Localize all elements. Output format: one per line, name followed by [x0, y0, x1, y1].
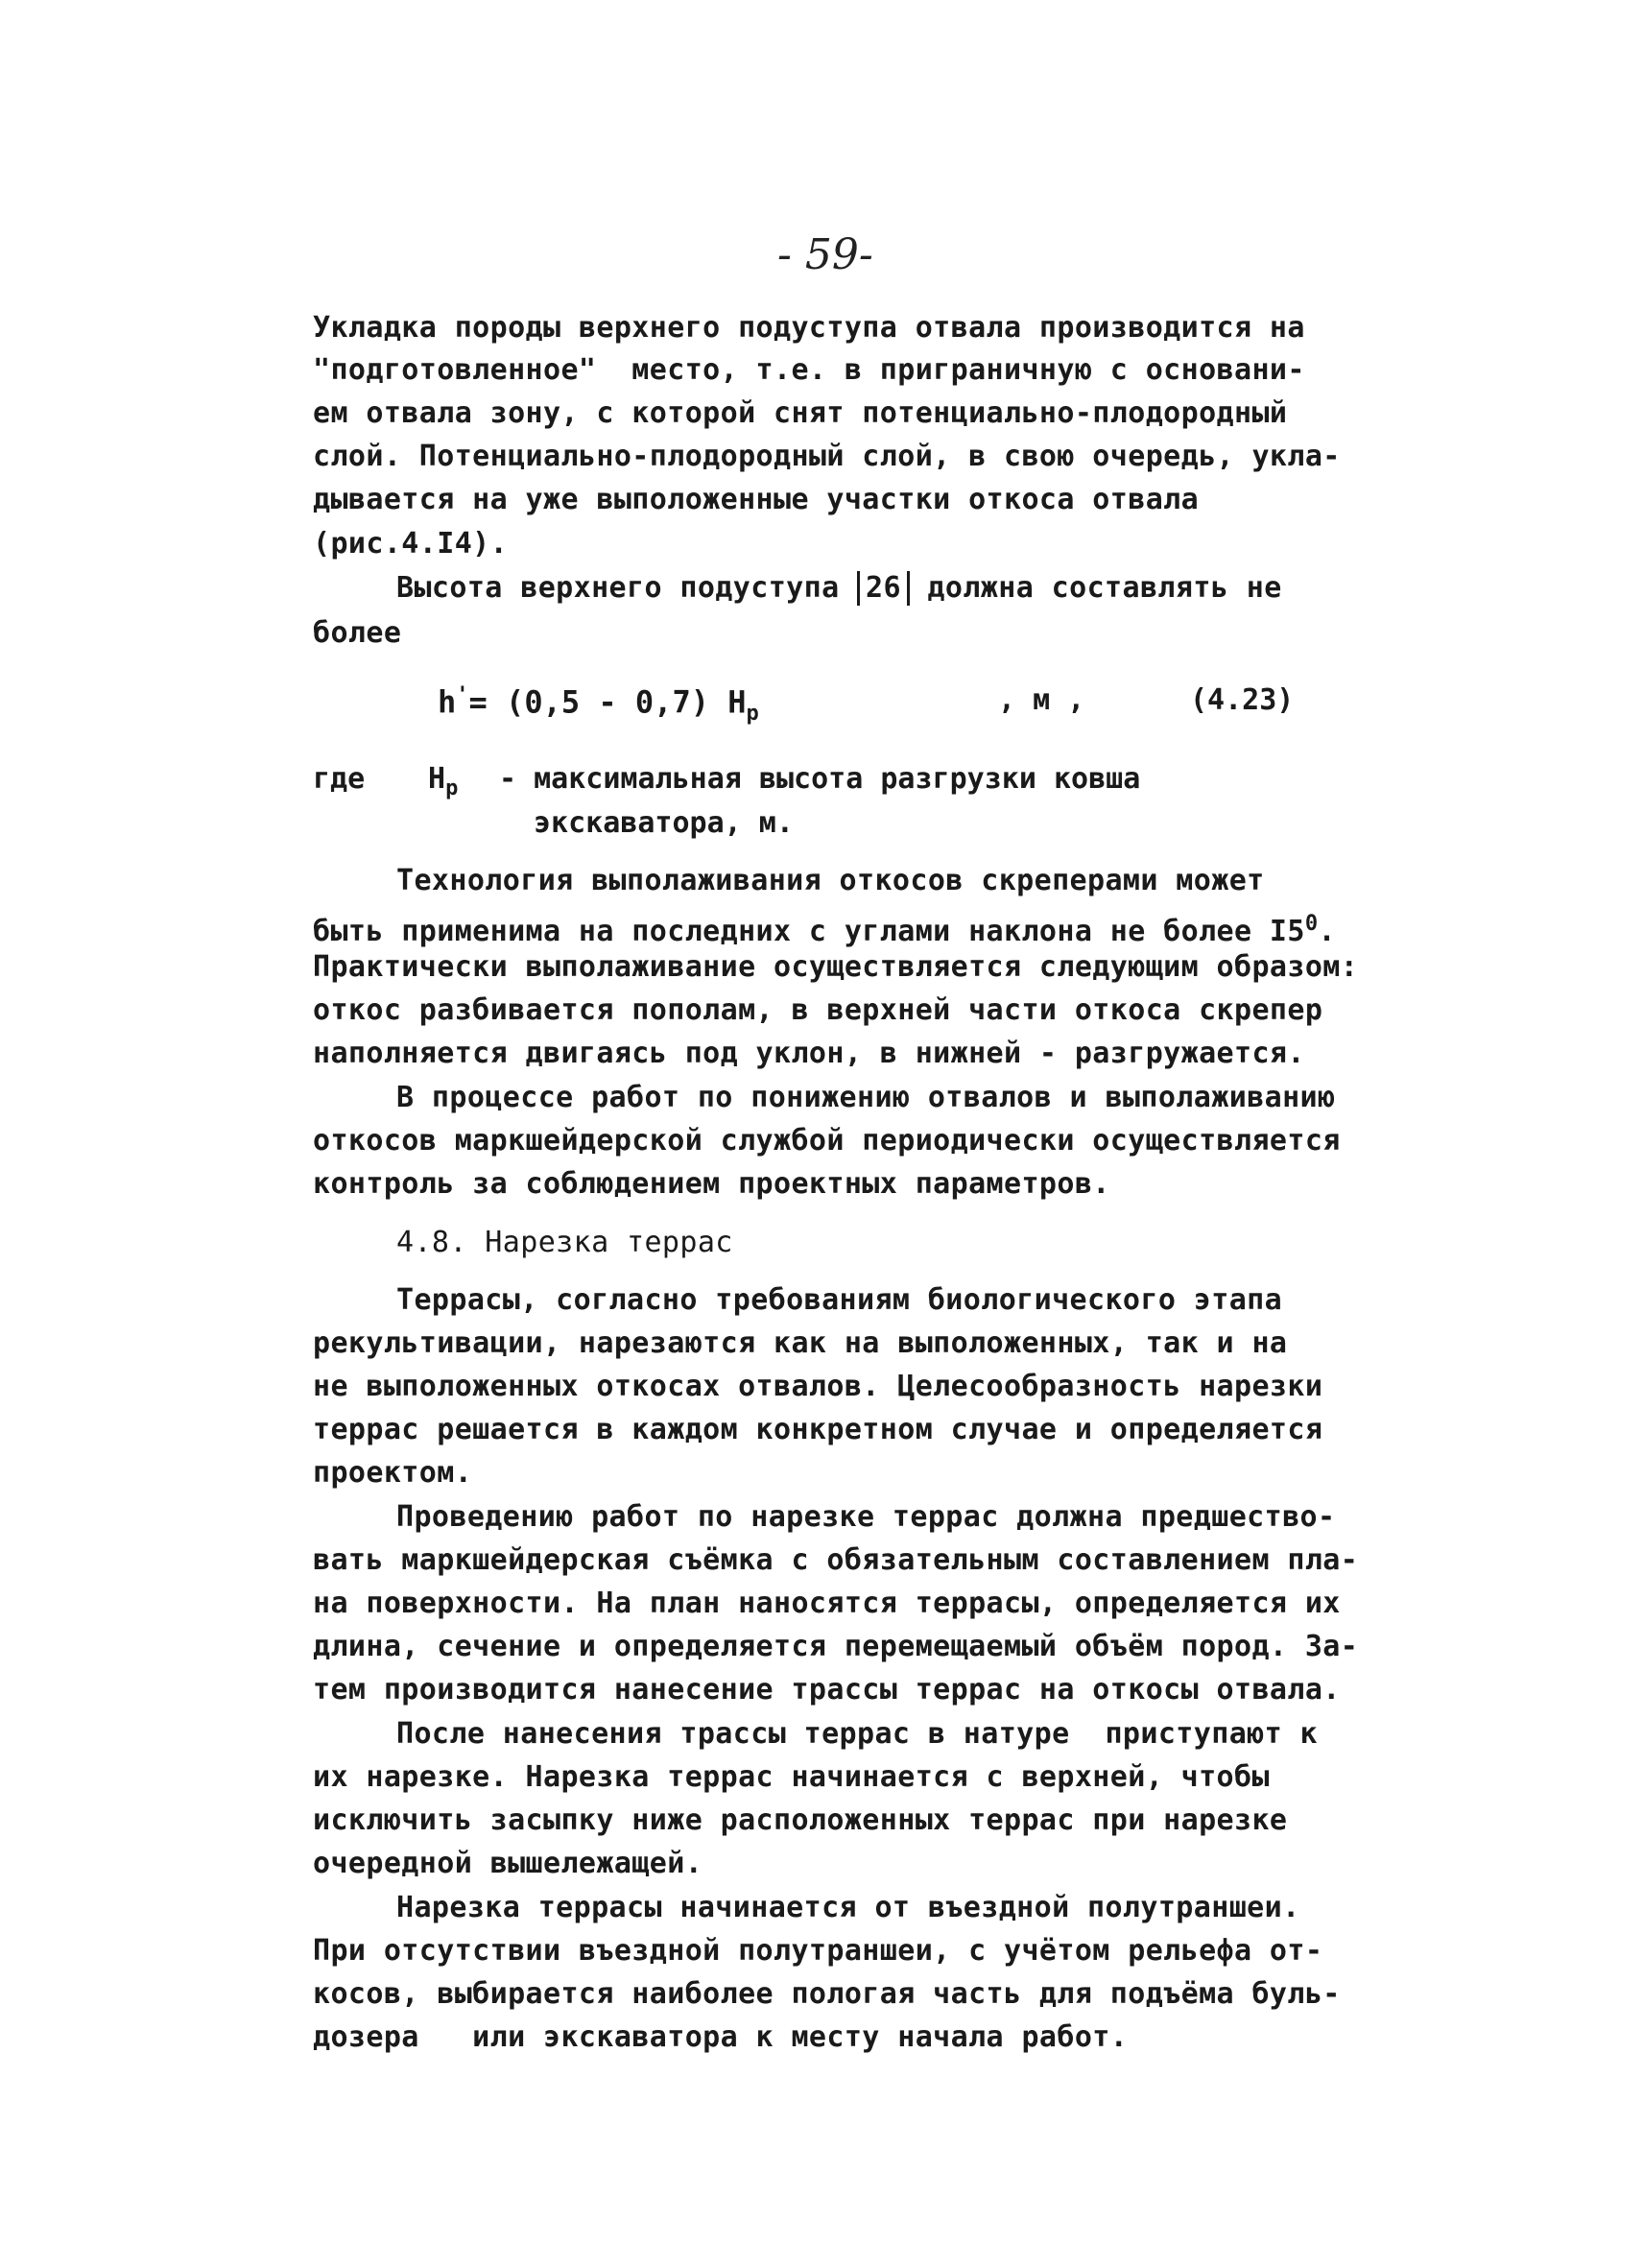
text-line: исключить засыпку ниже расположенных террас при нарезке — [313, 1803, 1288, 1837]
text-line: террас решается в каждом конкретном случае и определяется — [313, 1413, 1323, 1446]
page-number: - 59- — [777, 230, 873, 279]
formula-number: (4.23) — [1190, 683, 1295, 717]
text-line: контроль за соблюдением проектных параметров. — [313, 1167, 1110, 1201]
text-line: Проведению работ по нарезке террас должна предшество- — [396, 1500, 1336, 1534]
text-line: на поверхности. На план наносятся террасы, определяется их — [313, 1587, 1341, 1620]
text-fragment: должна составлять не — [927, 571, 1282, 605]
text-line: дозера или экскаватора к месту начала работ. — [313, 2020, 1129, 2054]
text-fragment: . — [1318, 915, 1336, 948]
text-line: дывается на уже выположенные участки откоса отвала — [313, 483, 1200, 516]
where-definition-cont: экскаватора, м. — [534, 806, 794, 840]
text-line: Укладка породы верхнего подуступа отвала производится на — [313, 311, 1305, 345]
where-word: где — [313, 762, 366, 796]
text-line: (рис.4.I4). — [313, 527, 509, 561]
formula-unit: , м , — [998, 683, 1085, 717]
formula-lhs-prime: ' — [456, 683, 469, 707]
text-line: их нарезке. Нарезка террас начинается с верхней, чтобы — [313, 1760, 1270, 1794]
text-line: ем отвала зону, с которой снят потенциально-плодородный — [313, 396, 1288, 430]
text-line: более — [313, 616, 402, 650]
text-line: вать маркшейдерская съёмка с обязательным составлением пла- — [313, 1543, 1359, 1577]
formula-lhs: h — [438, 683, 457, 721]
where-definition: - максимальная высота разгрузки ковша — [499, 762, 1141, 796]
text-line: не выположенных откосах отвалов. Целесообразность нарезки — [313, 1370, 1323, 1403]
text-line: проектом. — [313, 1456, 473, 1490]
symbol-subscript: p — [445, 776, 459, 800]
text-line: очередной вышележащей. — [313, 1847, 703, 1880]
text-line — [313, 905, 1336, 951]
text-line: Практически выполаживание осуществляется следующим образом: — [313, 950, 1359, 984]
text-line: косов, выбирается наиболее пологая часть для подъёма буль- — [313, 1977, 1341, 2011]
degree-mark: 0 — [1304, 912, 1319, 936]
formula-rhs: = (0,5 - 0,7) H — [468, 683, 747, 721]
text-line: откос разбивается пополам, в верхней части откоса скрепер — [313, 993, 1323, 1027]
symbol: H — [428, 762, 446, 796]
text-line: В процессе работ по понижению отвалов и выполаживанию — [396, 1081, 1336, 1114]
citation-reference: 26 — [857, 571, 910, 606]
text-line: рекультивации, нарезаются как на выположенных, так и на — [313, 1326, 1288, 1360]
text-line: длина, сечение и определяется перемещаемый объём пород. За- — [313, 1630, 1359, 1663]
text-line: Террасы, согласно требованиям биологического этапа — [396, 1283, 1283, 1317]
where-symbol — [428, 760, 458, 808]
text-line: откосов маркшейдерской службой периодически осуществляется — [313, 1124, 1341, 1158]
text-line: Технология выполаживания откосов скреперами может — [396, 864, 1265, 897]
section-heading: 4.8. Нарезка террас — [396, 1226, 733, 1259]
text-fragment: быть применима на последних с углами наклона не более I5 — [313, 915, 1305, 948]
text-line: "подготовленное" место, т.е. в приграничную с основани- — [313, 353, 1305, 387]
formula — [438, 683, 759, 726]
text-line — [396, 569, 1282, 608]
text-line: тем производится нанесение трассы террас на откосы отвала. — [313, 1673, 1341, 1707]
text-line: наполняется двигаясь под уклон, в нижней - разгружается. — [313, 1037, 1305, 1070]
text-line: Нарезка террасы начинается от въездной полутраншеи. — [396, 1891, 1300, 1924]
text-line: При отсутствии въездной полутраншеи, с учётом рельефа от- — [313, 1934, 1323, 1968]
formula-rhs-subscript: p — [746, 702, 759, 727]
text-fragment: Высота верхнего подуступа — [396, 571, 840, 605]
text-line: После нанесения трассы террас в натуре приступают к — [396, 1717, 1318, 1751]
text-line: слой. Потенциально-плодородный слой, в свою очередь, укла- — [313, 440, 1341, 473]
